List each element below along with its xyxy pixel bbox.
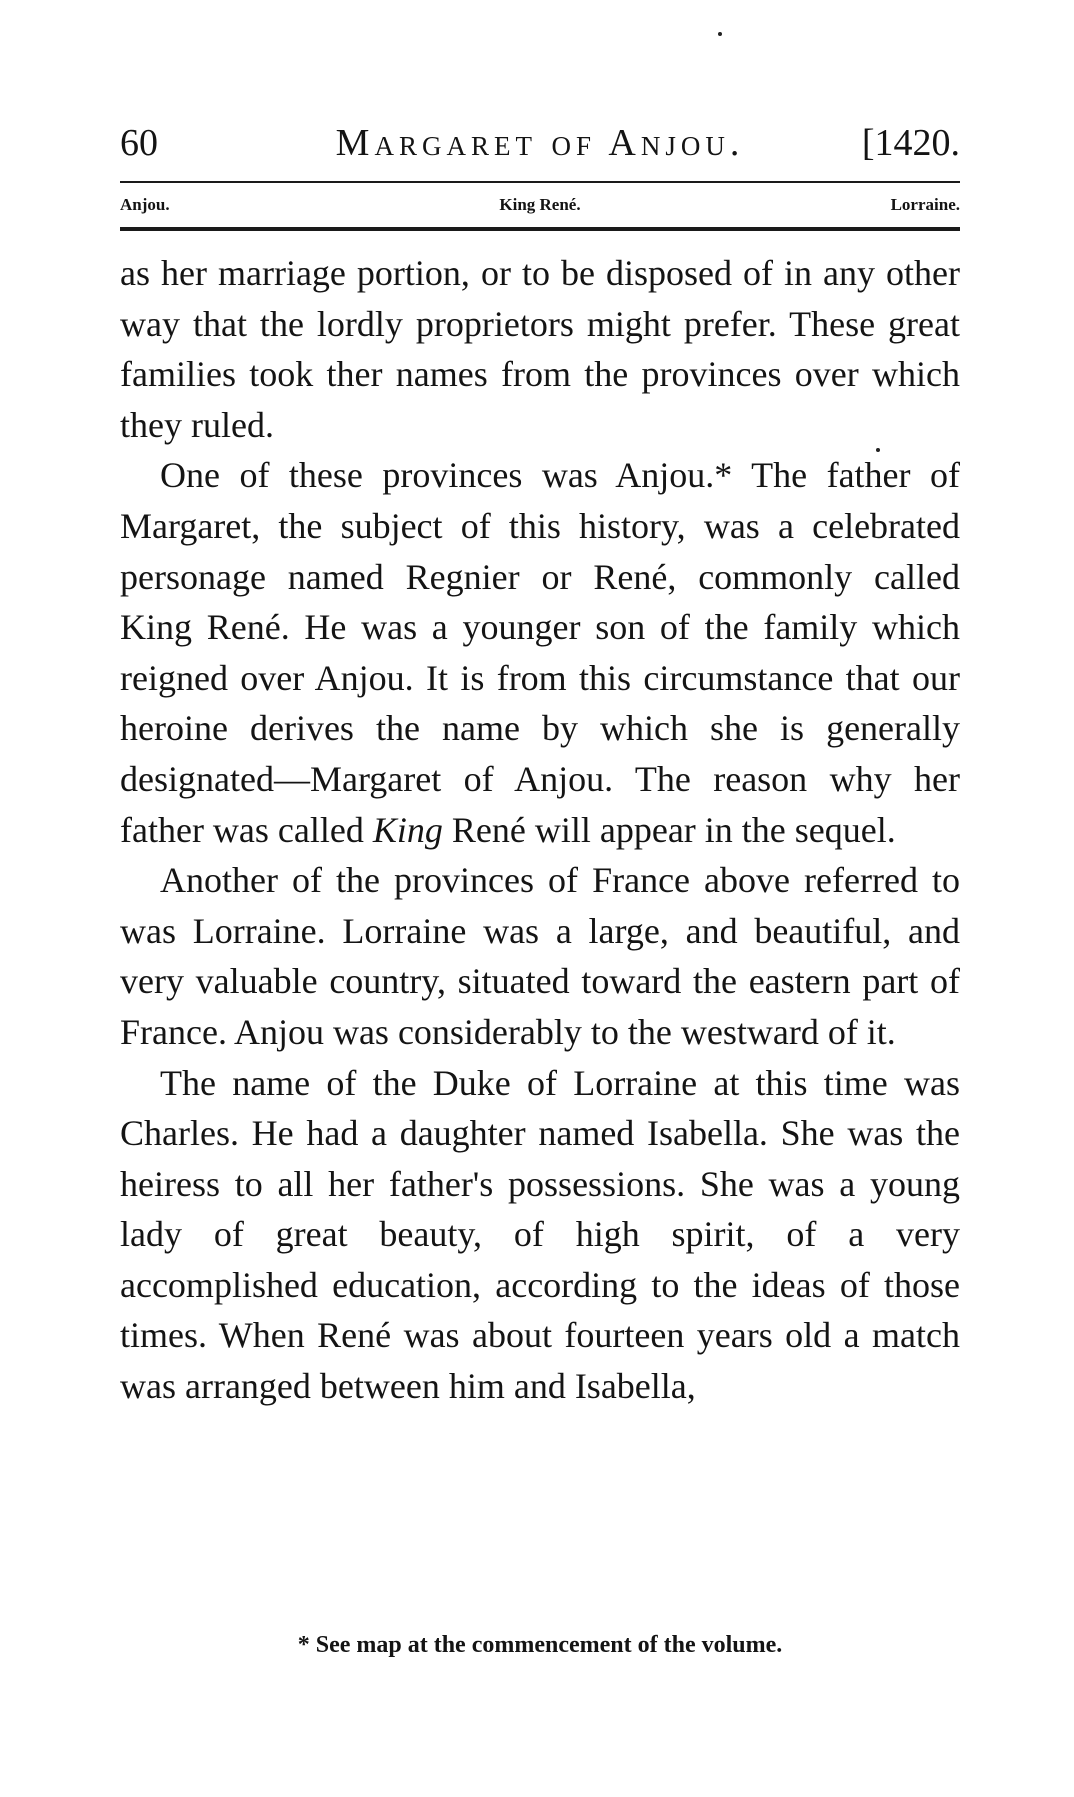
running-head xyxy=(120,118,960,168)
side-notes xyxy=(120,190,960,220)
running-title: Margaret of Anjou. xyxy=(335,122,745,164)
header-rule-bottom xyxy=(120,227,960,231)
body-text xyxy=(120,248,960,1412)
italic-emphasis: King xyxy=(372,809,443,850)
running-year: [1420. xyxy=(861,122,960,164)
side-note-right: Lorraine. xyxy=(890,195,960,214)
paragraph-continued: as her marriage portion, or to be disposed of in any other way that the lordly proprietors might prefer. These great families took ther names from the provinces over which they ruled. xyxy=(120,253,960,445)
page-number: 60 xyxy=(120,122,158,164)
book-page xyxy=(120,0,960,1797)
paragraph-duke: The name of the Duke of Lorraine at this time was Charles. He had a daughter named Isabella. She was the heiress to all her father's possessions. She was a young lady of great beauty, of high spirit, of a very accomplished education, according to the ideas of those times. When René was about fourteen years old a match was arranged between him and Isabella, xyxy=(120,1062,960,1407)
paragraph-text: One of these provinces was Anjou.* The father of Margaret, the subject of this history, was a celebrated personage named Regnier or René, commonly called King René. He was a younger son of the family which reigned over Anjou. It is from this circumstance that our heroine derives the name by which she is generally designated—Margaret of Anjou. The reason why her father was called xyxy=(120,455,960,850)
header-rule-top xyxy=(120,181,960,183)
paragraph-lorraine: Another of the provinces of France above referred to was Lorraine. Lorraine was a large, and beautiful, and very valuable country, situated toward the eastern part of France. Anjou was considerably to the westward of it. xyxy=(120,860,960,1052)
paragraph-text-tail: René will appear in the sequel. xyxy=(451,809,896,850)
side-note-center: King René. xyxy=(499,195,581,214)
side-note-left: Anjou. xyxy=(120,195,170,214)
footnote: * See map at the commencement of the volume. xyxy=(297,1632,783,1658)
print-speck xyxy=(718,32,722,36)
paragraph-anjou xyxy=(120,450,960,855)
